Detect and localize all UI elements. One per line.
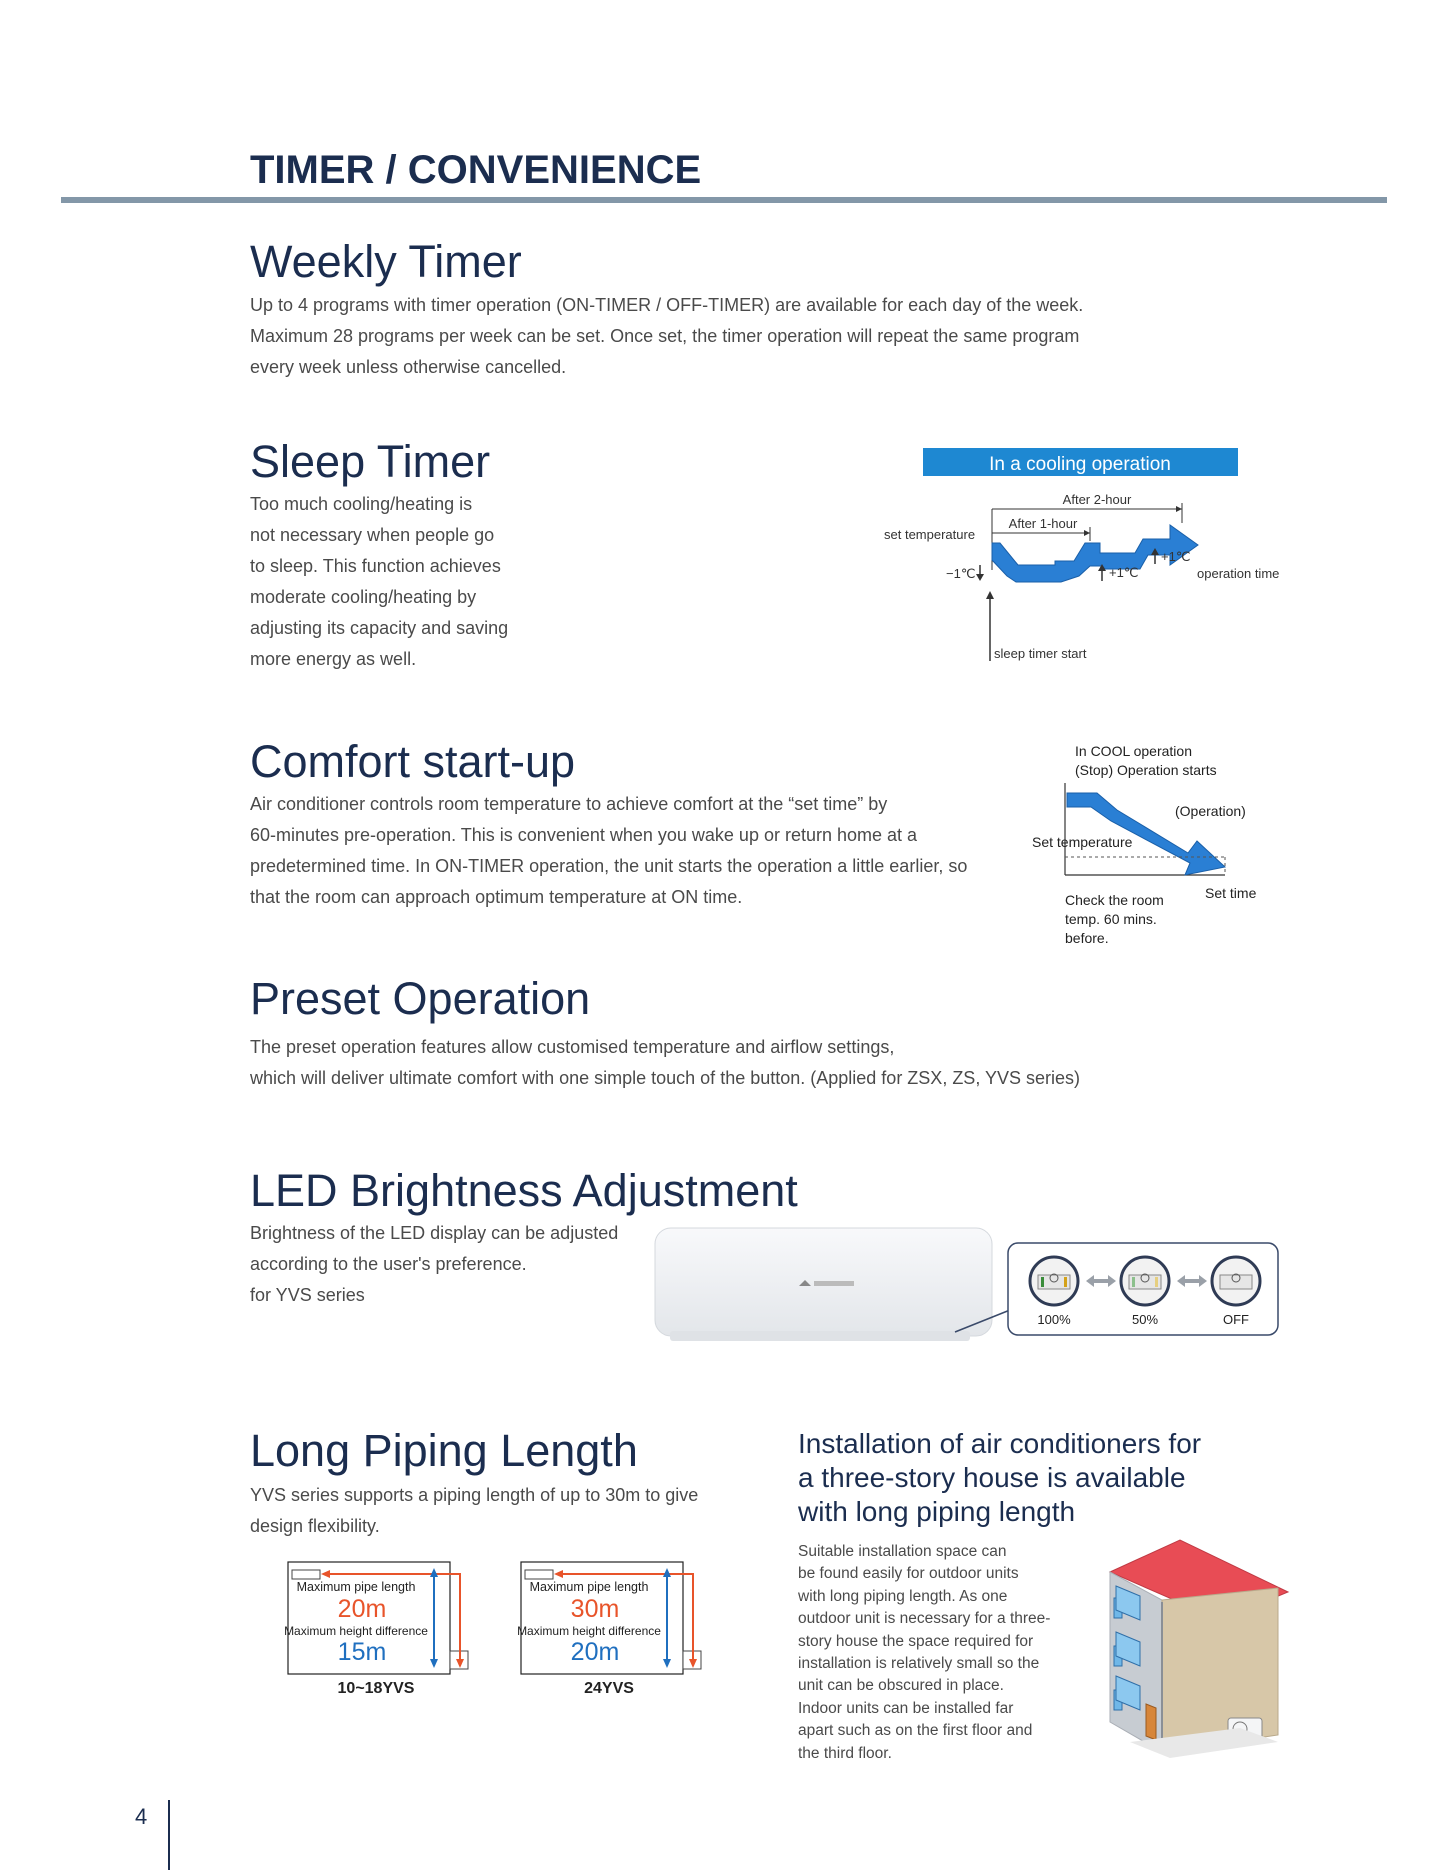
page-number-divider — [168, 1800, 170, 1870]
max-pipe-label: Maximum pipe length — [529, 1580, 649, 1594]
comfort-startup-title: Comfort start-up — [250, 736, 576, 787]
weekly-timer-text — [250, 290, 1083, 383]
text-line: to sleep. This function achieves — [250, 556, 501, 576]
text-line: Maximum 28 programs per week can be set. Once set, the timer operation will repeat the same program — [250, 326, 1080, 346]
text-line: Suitable installation space can — [798, 1543, 1007, 1560]
installation-text — [798, 1541, 1050, 1765]
piping-box-small — [284, 1558, 484, 1698]
led-50-icon — [1121, 1257, 1169, 1305]
piping-box-large — [517, 1558, 717, 1698]
text-line: YVS series supports a piping length of up to 30m to give — [250, 1485, 699, 1505]
preset-operation-text — [250, 1032, 1080, 1094]
comfort-startup-diagram — [1025, 735, 1265, 950]
led-100-icon — [1030, 1257, 1078, 1305]
text-line: Up to 4 programs with timer operation (ON-TIMER / OFF-TIMER) are available for each day of the week. — [250, 295, 1084, 315]
check-room-label: Check the room — [1065, 892, 1164, 908]
cooling-banner-text: In a cooling operation — [989, 454, 1171, 475]
text-line: Air conditioner controls room temperature to achieve comfort at the “set time” by — [250, 794, 888, 814]
heading-line: a three-story house is available — [798, 1462, 1186, 1493]
sleep-timer-start-label: sleep timer start — [994, 646, 1087, 661]
installation-heading — [798, 1427, 1201, 1529]
text-line: unit can be obscured in place. — [798, 1677, 1004, 1695]
three-story-house-illustration — [1100, 1530, 1300, 1760]
max-pipe-value: 20m — [337, 1595, 387, 1623]
text-line: adjusting its capacity and saving — [250, 618, 509, 638]
max-height-label: Maximum height difference — [284, 1624, 428, 1638]
text-line: outdoor unit is necessary for a three- — [798, 1610, 1051, 1628]
sleep-timer-title: Sleep Timer — [250, 436, 491, 487]
text-line: every week unless otherwise cancelled. — [250, 357, 567, 377]
door-icon — [1146, 1704, 1156, 1740]
led-brightness-diagram — [650, 1225, 1285, 1355]
plus-1c-label: +1℃ — [1109, 565, 1139, 580]
text-line: The preset operation features allow customised temperature and airflow settings, — [250, 1037, 895, 1057]
text-line: for YVS series — [250, 1285, 365, 1305]
text-line: story house the space required for — [798, 1632, 1034, 1650]
long-piping-title: Long Piping Length — [250, 1425, 638, 1476]
model-label: 24YVS — [584, 1680, 634, 1697]
text-line: Too much cooling/heating is — [250, 494, 473, 514]
long-piping-text — [250, 1480, 698, 1542]
operation-starts-label: (Stop) Operation starts — [1075, 762, 1217, 778]
text-line: design flexibility. — [250, 1516, 380, 1536]
in-cool-label: In COOL operation — [1075, 743, 1192, 759]
text-line: more energy as well. — [250, 649, 417, 669]
operation-label: (Operation) — [1175, 803, 1246, 819]
text-line: according to the user's preference. — [250, 1254, 527, 1274]
led-level-label: 100% — [1037, 1312, 1071, 1327]
preset-operation-title: Preset Operation — [250, 973, 591, 1024]
check-room-label: temp. 60 mins. — [1065, 911, 1157, 927]
led-level-label: 50% — [1131, 1312, 1159, 1327]
weekly-timer-title: Weekly Timer — [250, 236, 522, 287]
section-title: TIMER / CONVENIENCE — [250, 148, 702, 192]
max-height-value: 15m — [337, 1638, 387, 1666]
text-line: apart such as on the first floor and — [798, 1722, 1033, 1740]
led-off-icon — [1212, 1257, 1260, 1305]
led-level-label: OFF — [1223, 1312, 1249, 1327]
comfort-startup-text — [250, 789, 967, 913]
text-line: which will deliver ultimate comfort with one simple touch of the button. (Applied for ZSX, ZS, YVS series) — [250, 1068, 1081, 1088]
after-1h-label: After 1-hour — [1008, 516, 1078, 531]
max-pipe-label: Maximum pipe length — [296, 1580, 416, 1594]
text-line: not necessary when people go — [250, 525, 495, 545]
text-line: with long piping length. As one — [798, 1587, 1008, 1605]
sleep-timer-text — [250, 489, 508, 675]
indoor-unit-icon — [292, 1570, 320, 1579]
text-line: be found easily for outdoor units — [798, 1565, 1019, 1583]
set-temperature-label: Set temperature — [1032, 834, 1133, 850]
text-line: installation is relatively small so the — [798, 1655, 1040, 1673]
led-brightness-title: LED Brightness Adjustment — [250, 1165, 798, 1216]
set-temperature-label: set temperature — [884, 527, 976, 542]
text-line: the third floor. — [798, 1744, 892, 1762]
text-line: moderate cooling/heating by — [250, 587, 477, 607]
text-line: that the room can approach optimum temperature at ON time. — [250, 887, 743, 907]
operation-time-label: operation time — [1197, 566, 1280, 581]
set-time-label: Set time — [1205, 885, 1257, 901]
after-2h-label: After 2-hour — [1062, 492, 1132, 507]
heading-line: with long piping length — [798, 1496, 1076, 1527]
text-line: Indoor units can be installed far — [798, 1699, 1014, 1717]
led-brightness-text — [250, 1218, 618, 1311]
plus-1c-label: +1℃ — [1161, 549, 1191, 564]
heading-line: Installation of air conditioners for — [798, 1428, 1202, 1459]
text-line: 60-minutes pre-operation. This is convenient when you wake up or return home at a — [250, 825, 918, 845]
model-label: 10~18YVS — [337, 1680, 415, 1697]
check-room-label: before. — [1065, 930, 1109, 946]
page-number: 4 — [135, 1804, 148, 1829]
indoor-unit-icon — [525, 1570, 553, 1579]
text-line: Brightness of the LED display can be adjusted — [250, 1223, 619, 1243]
header-divider — [61, 197, 1387, 203]
max-height-value: 20m — [570, 1638, 620, 1666]
max-pipe-value: 30m — [570, 1595, 620, 1623]
minus-1c-label: −1℃ — [946, 566, 976, 581]
sleep-timer-diagram — [880, 445, 1300, 670]
text-line: predetermined time. In ON-TIMER operation, the unit starts the operation a little earlier, so — [250, 856, 968, 876]
max-height-label: Maximum height difference — [517, 1624, 661, 1638]
